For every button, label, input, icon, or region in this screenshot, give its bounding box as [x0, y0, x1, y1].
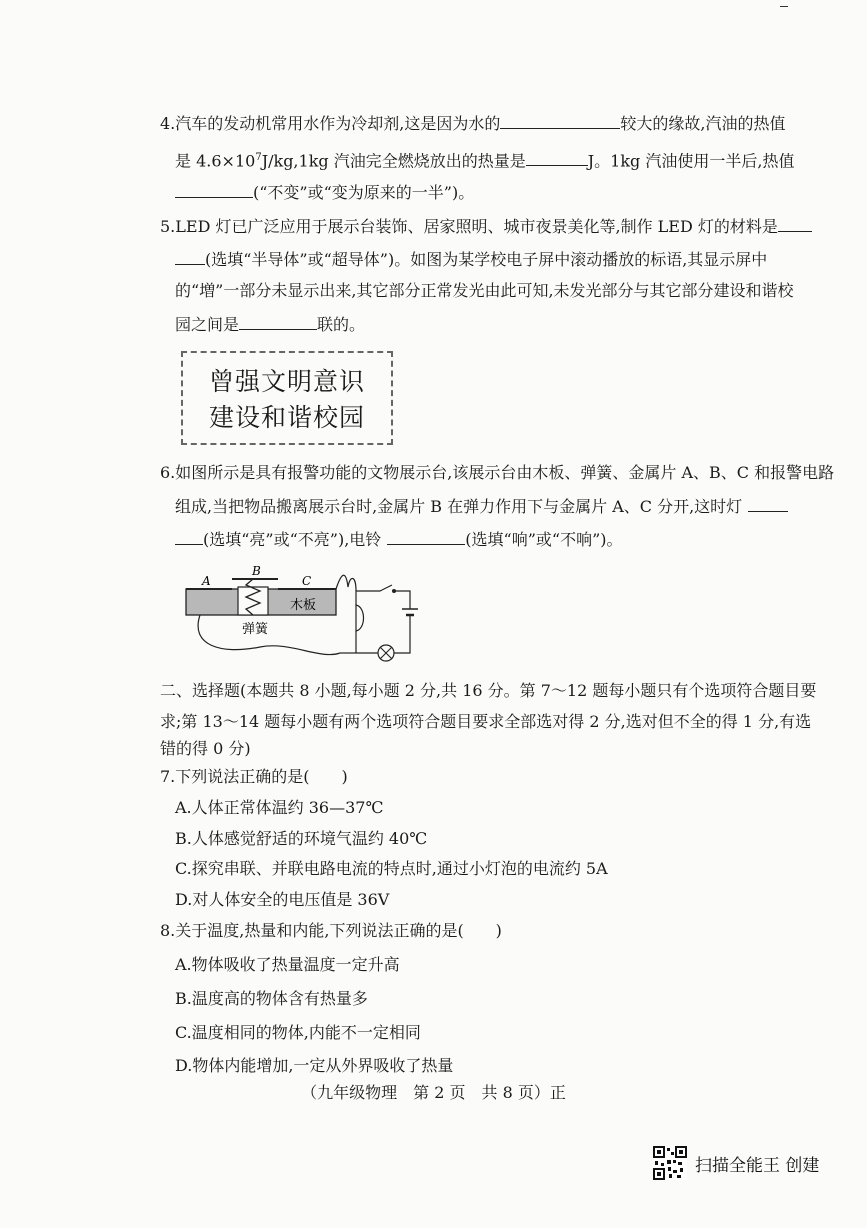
- q6-text-3a: (选填“亮”或“不亮”),电铃: [203, 530, 382, 549]
- q6-text-2: 组成,当把物品搬离展示台时,金属片 B 在弹力作用下与金属片 A、C 分开,这时灯: [175, 497, 743, 516]
- label-c: C: [302, 574, 312, 588]
- q5-line4: [175, 313, 867, 336]
- q8-option-d[interactable]: [175, 1055, 867, 1077]
- section2-text-1: 二、选择题(本题共 8 小题,每小题 2 分,共 16 分。第 7～12 题每小题只有个选项符合题目要: [160, 681, 817, 700]
- q5-blank-1b[interactable]: [175, 248, 205, 265]
- switch-icon: [356, 585, 392, 591]
- page-footer: （九年级物理 第 2 页 共 8 页）正: [301, 1083, 566, 1102]
- q8-option-d-text: D.物体内能增加,一定从外界吸收了热量: [175, 1056, 454, 1075]
- q4-text-1b: 较大的缘故,汽油的热值: [620, 114, 786, 133]
- section2-text-3: 错的得 0 分): [160, 739, 251, 758]
- watermark-text: 扫描全能王 创建: [695, 1155, 820, 1176]
- q6-text-3b: (选填“响”或“不响”)。: [465, 530, 623, 549]
- q4-text-1a: 4.汽车的发动机常用水作为冷却剂,这是因为水的: [160, 114, 501, 133]
- alarm-display-stand-diagram: [180, 565, 430, 675]
- q6-text-1: 6.如图所示是具有报警功能的文物展示台,该展示台由木板、弹簧、金属片 A、B、C 和报警电路: [160, 463, 835, 482]
- q5-line1: [160, 215, 867, 238]
- led-slogan-screen: [181, 351, 393, 445]
- q5-line3: [175, 280, 867, 302]
- q5-text-3: 的“増”一部分未显示出来,其它部分正常发光由此可知,未发光部分与其它部分建设和谐校: [175, 281, 794, 300]
- q8-option-b-text: B.温度高的物体含有热量多: [175, 989, 368, 1008]
- slogan-line-2: 建设和谐校园: [208, 403, 365, 432]
- slogan-line-1: 曾强文明意识: [208, 367, 365, 396]
- q5-line2: [175, 248, 867, 271]
- q4-line1: [160, 112, 867, 135]
- wire-c: [336, 575, 356, 605]
- q7-option-b[interactable]: [175, 828, 867, 850]
- q5-blank-2[interactable]: [239, 313, 317, 330]
- q7-option-a[interactable]: [175, 797, 867, 819]
- q4-blank-2[interactable]: [526, 149, 588, 166]
- q4-line3: [175, 181, 867, 204]
- q6-line2: [175, 495, 867, 518]
- q7-option-c[interactable]: [175, 858, 867, 880]
- q7-option-d-text: D.对人体安全的电压值是 36V: [175, 890, 390, 909]
- q5-text-4a: 园之间是: [175, 315, 240, 334]
- q6-line3: [175, 528, 867, 551]
- q7-option-d[interactable]: [175, 889, 867, 911]
- q8-option-c-text: C.温度相同的物体,内能不一定相同: [175, 1023, 421, 1042]
- q4-blank-3[interactable]: [175, 181, 253, 198]
- section2-text-2: 求;第 13～14 题每小题有两个选项符合题目要求全部选对得 2 分,选对但不全的得 1 分,有选: [160, 712, 812, 731]
- q7-stem: [160, 766, 867, 788]
- q6-blank-1b[interactable]: [175, 528, 203, 545]
- q7-option-b-text: B.人体感觉舒适的环境气温约 40℃: [175, 829, 428, 848]
- q4-text-2post: J。1kg 汽油使用一半后,热值: [587, 151, 795, 171]
- q4-text-2mid: J/kg,1kg 汽油完全燃烧放出的热量是: [261, 151, 526, 171]
- label-spring: 弹簧: [242, 622, 269, 637]
- q4-exponent: 7: [255, 152, 262, 163]
- wire-a: [198, 615, 340, 655]
- scan-mark: [780, 6, 788, 7]
- q6-blank-2[interactable]: [387, 528, 465, 545]
- section2-line1: [160, 680, 867, 702]
- q8-stem: [160, 920, 867, 942]
- q8-option-a[interactable]: [175, 954, 867, 976]
- q7-option-c-text: C.探究串联、并联电路电流的特点时,通过小灯泡的电流约 5A: [175, 859, 608, 878]
- q6-blank-1a[interactable]: [748, 495, 788, 512]
- scanner-watermark: [653, 1147, 819, 1179]
- q8-stem-text: 8.关于温度,热量和内能,下列说法正确的是( ): [160, 921, 502, 940]
- q5-text-4b: 联的。: [317, 315, 366, 334]
- q5-text-1: 5.LED 灯已广泛应用于展示台装饰、居家照明、城市夜景美化等,制作 LED 灯的材料是: [160, 217, 778, 236]
- wire-right-bottom: [394, 615, 410, 653]
- q7-stem-text: 7.下列说法正确的是( ): [160, 767, 348, 786]
- q8-option-a-text: A.物体吸收了热量温度一定升高: [175, 955, 400, 974]
- qr-code-icon: [653, 1146, 687, 1180]
- wire-right-top: [394, 591, 410, 609]
- spring-recess: [238, 587, 268, 615]
- section2-line3: [160, 738, 867, 760]
- q8-option-c[interactable]: [175, 1022, 867, 1044]
- q4-text-3: (“不变”或“变为原来的一半”)。: [253, 183, 475, 202]
- q8-option-b[interactable]: [175, 988, 867, 1010]
- label-a: A: [202, 574, 211, 588]
- q4-line2: [175, 147, 867, 172]
- q6-line1: [160, 462, 867, 484]
- q7-option-a-text: A.人体正常体温约 36—37℃: [175, 798, 384, 817]
- label-b: B: [252, 565, 261, 578]
- q5-blank-1a[interactable]: [778, 215, 812, 232]
- q4-blank-1[interactable]: [500, 112, 620, 129]
- section2-line2: [160, 711, 867, 733]
- q4-text-2pre: 是 4.6×10: [175, 151, 256, 171]
- bell-icon: [356, 605, 364, 631]
- label-board: 木板: [290, 598, 317, 613]
- q5-text-2: (选填“半导体”或“超导体”)。如图为某学校电子屏中滚动播放的标语,其显示屏中: [205, 250, 768, 269]
